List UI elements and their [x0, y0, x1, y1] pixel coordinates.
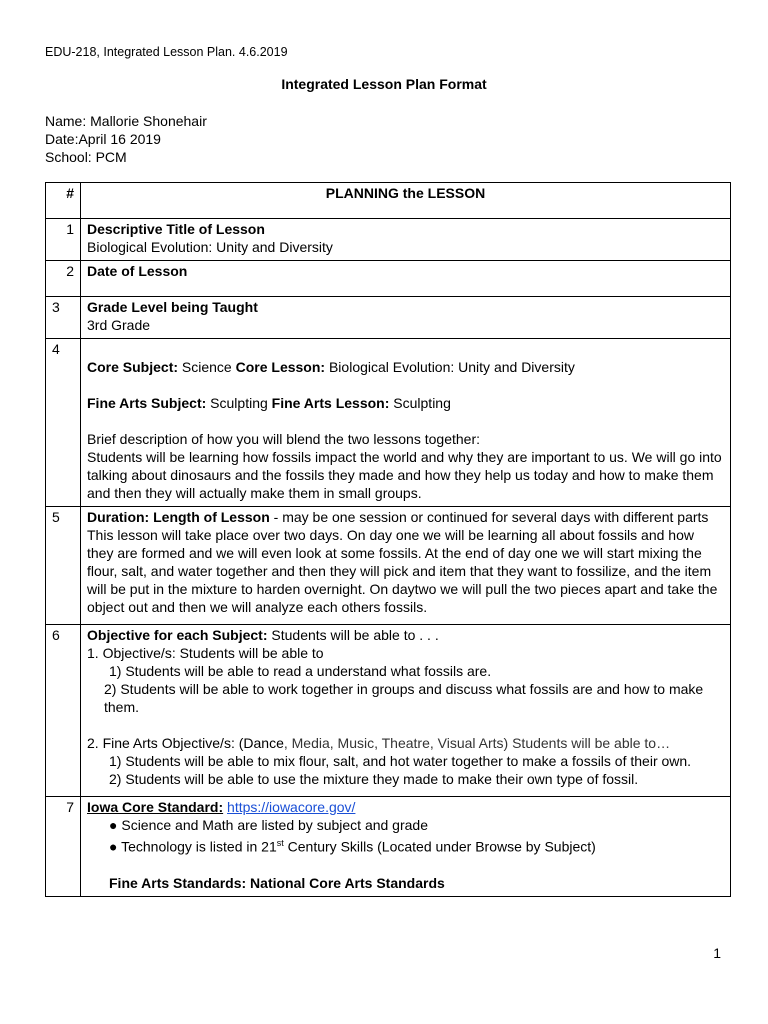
table-row	[46, 625, 731, 797]
row-content	[81, 507, 731, 625]
row-title: Iowa Core Standard:	[87, 799, 224, 815]
bullet-text: Science and Math are listed by subject and grade	[121, 817, 428, 833]
iowa-core-heading	[87, 798, 724, 816]
row-title: Date of Lesson	[87, 263, 188, 279]
lesson-plan-table	[45, 182, 731, 897]
row-title: Descriptive Title of Lesson	[87, 221, 265, 237]
document-title: Integrated Lesson Plan Format	[281, 76, 487, 92]
core-subject-label: Core Subject:	[87, 359, 179, 375]
core-lesson-label: Core Lesson:	[235, 359, 326, 375]
row-number: 4	[46, 339, 81, 507]
table-row	[46, 339, 731, 507]
fine-arts-subject-value: Sculpting	[206, 395, 272, 411]
row-number: 2	[46, 261, 81, 297]
objective-2-item-2: 2) Students will be able to use the mixture they made to make their own type of fossil.	[109, 771, 639, 787]
row-content	[81, 797, 731, 897]
row-content	[81, 625, 731, 797]
row-title-rest: - may be one session or continued for several days with different parts	[269, 509, 709, 525]
page-number: 1	[713, 945, 721, 961]
row-number: 1	[46, 219, 81, 261]
row-title: Duration: Length of Lesson	[87, 509, 270, 525]
fine-arts-subject-label: Fine Arts Subject:	[87, 395, 207, 411]
row-number: 3	[46, 297, 81, 339]
row-title-rest: Students will be able to . . .	[267, 627, 439, 643]
objective-2-item-1: 1) Students will be able to mix flour, salt, and hot water together to make a fossils of their own.	[109, 753, 692, 769]
table-header-row	[46, 183, 731, 219]
teacher-info	[45, 112, 207, 166]
fine-arts-lesson-value: Sculpting	[389, 395, 451, 411]
table-row	[46, 797, 731, 897]
objective-1-item-2: 2) Students will be able to work together in groups and discuss what fossils are and how to make them.	[104, 681, 704, 715]
objective-2-heading-a: 2. Fine Arts Objective/s: (Dance	[87, 735, 284, 751]
list-item	[87, 816, 724, 834]
superscript: st	[276, 838, 284, 848]
table-row	[46, 297, 731, 339]
fine-arts-standards: Fine Arts Standards: National Core Arts Standards	[109, 874, 445, 891]
row-content	[81, 339, 731, 507]
list-item	[87, 834, 724, 856]
objective-2-heading	[87, 734, 724, 752]
row-content	[81, 219, 731, 261]
document-header: EDU-218, Integrated Lesson Plan. 4.6.2019	[45, 45, 288, 59]
objective-1-heading: 1. Objective/s: Students will be able to	[87, 645, 324, 661]
row-number: 5	[46, 507, 81, 625]
duration-heading	[87, 508, 724, 526]
table-row	[46, 219, 731, 261]
blend-prompt: Brief description of how you will blend the two lessons together:	[87, 431, 480, 447]
bullet-text: Technology is listed in 21	[121, 838, 277, 855]
row-value: 3rd Grade	[87, 317, 151, 333]
objective-2-heading-b: , Media, Music, Theatre, Visual Arts) Students will be able to…	[283, 735, 671, 751]
row-value: Biological Evolution: Unity and Diversity	[87, 239, 333, 255]
core-subject-line	[87, 358, 724, 376]
bullet-icon: ●	[109, 838, 122, 855]
duration-text: This lesson will take place over two days. On day one we will be learning all about fossils and how they are formed and we will even look at some fossils. At the end of day one we will start mixing the flour, salt, and water together and then they will pick and item that they want to fossilize, and the item will be put in the mixture to harden overnight. On daytwo we will pull the two pieces apart and take the object out and then we will analyze each others fossils.	[87, 527, 718, 615]
objective-heading	[87, 626, 724, 644]
fine-arts-lesson-label: Fine Arts Lesson:	[271, 395, 390, 411]
school-name: School: PCM	[45, 149, 127, 165]
table-row	[46, 261, 731, 297]
blend-text: Students will be learning how fossils impact the world and why they are important to us. We will go into talking about dinosaurs and the fossils they made and how they help us today and how to make them and then they will actually make them in small groups.	[87, 449, 722, 501]
row-title: Objective for each Subject:	[87, 627, 268, 643]
bullet-icon: ●	[109, 817, 122, 833]
core-lesson-value: Biological Evolution: Unity and Diversity	[325, 359, 575, 375]
row-content	[81, 261, 731, 297]
core-subject-value: Science	[178, 359, 236, 375]
table-row	[46, 507, 731, 625]
fine-arts-line	[87, 394, 724, 412]
teacher-name: Name: Mallorie Shonehair	[45, 113, 207, 129]
column-planning-header: PLANNING the LESSON	[81, 183, 731, 219]
iowa-core-link[interactable]: https://iowacore.gov/	[227, 799, 356, 815]
bullet-text-rest: Century Skills (Located under Browse by Subject)	[283, 838, 596, 855]
row-number: 6	[46, 625, 81, 797]
column-number-header: #	[46, 183, 81, 219]
row-content	[81, 297, 731, 339]
row-number: 7	[46, 797, 81, 897]
lesson-date: Date:April 16 2019	[45, 131, 161, 147]
row-title: Grade Level being Taught	[87, 299, 258, 315]
objective-1-item-1: 1) Students will be able to read a understand what fossils are.	[109, 663, 492, 679]
